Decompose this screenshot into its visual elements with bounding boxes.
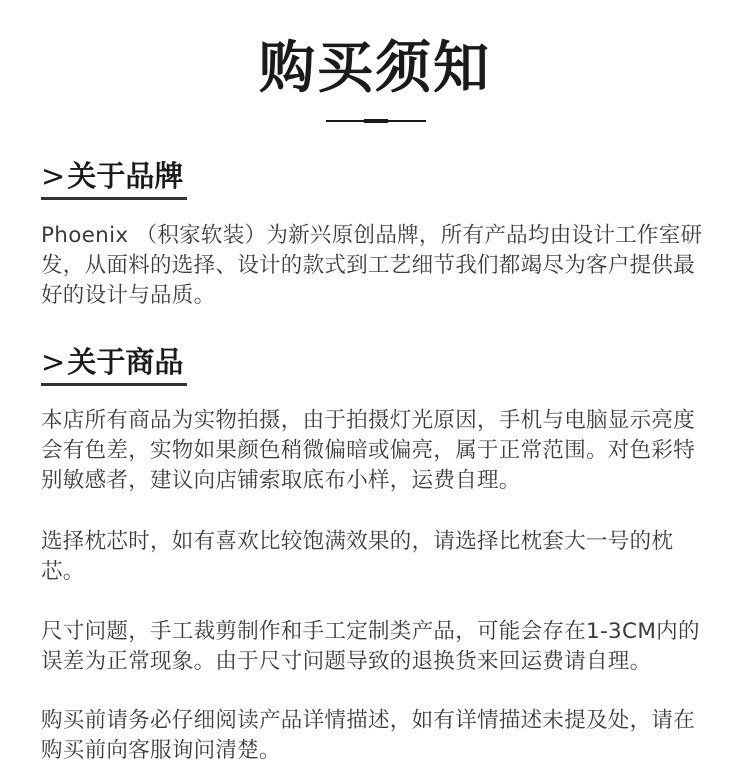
section-heading-text: 关于商品 bbox=[67, 345, 184, 379]
product-paragraph-size: 尺寸问题，手工裁剪制作和手工定制类产品，可能会存在1-3CM内的误差为正常现象。由于尺寸问题导致的退换货来回运费请自理。 bbox=[41, 619, 700, 674]
section-heading-product bbox=[41, 342, 183, 382]
section-heading-brand bbox=[41, 156, 183, 196]
section-underline-product bbox=[41, 383, 187, 386]
product-paragraph-pillow: 选择枕芯时，如有喜欢比较饱满效果的，请选择比枕套大一号的枕芯。 bbox=[41, 529, 674, 584]
page-title: 购买须知 bbox=[259, 35, 491, 101]
chevron-right-icon: > bbox=[41, 345, 66, 379]
section-heading-text: 关于品牌 bbox=[67, 159, 184, 193]
product-paragraph-color: 本店所有商品为实物拍摄，由于拍摄灯光原因，手机与电脑显示亮度会有色差，实物如果颜色稍微偏暗或偏亮，属于正常范围。对色彩特别敏感者，建议向店铺索取底布小样，运费自理。 bbox=[41, 408, 696, 493]
brand-paragraph: Phoenix （积家软装）为新兴原创品牌，所有产品均由设计工作室研发，从面料的选择、设计的款式到工艺细节我们都竭尽为客户提供最好的设计与品质。 bbox=[41, 223, 703, 308]
divider-line-left bbox=[326, 120, 364, 122]
divider-center-mark bbox=[364, 119, 388, 123]
product-paragraph-notice: 购买前请务必仔细阅读产品详情描述，如有详情描述未提及处，请在购买前向客服询问清楚。 bbox=[41, 708, 696, 763]
title-divider bbox=[326, 119, 426, 123]
section-underline-brand bbox=[41, 197, 187, 200]
divider-line-right bbox=[388, 120, 426, 122]
chevron-right-icon: > bbox=[41, 159, 66, 193]
